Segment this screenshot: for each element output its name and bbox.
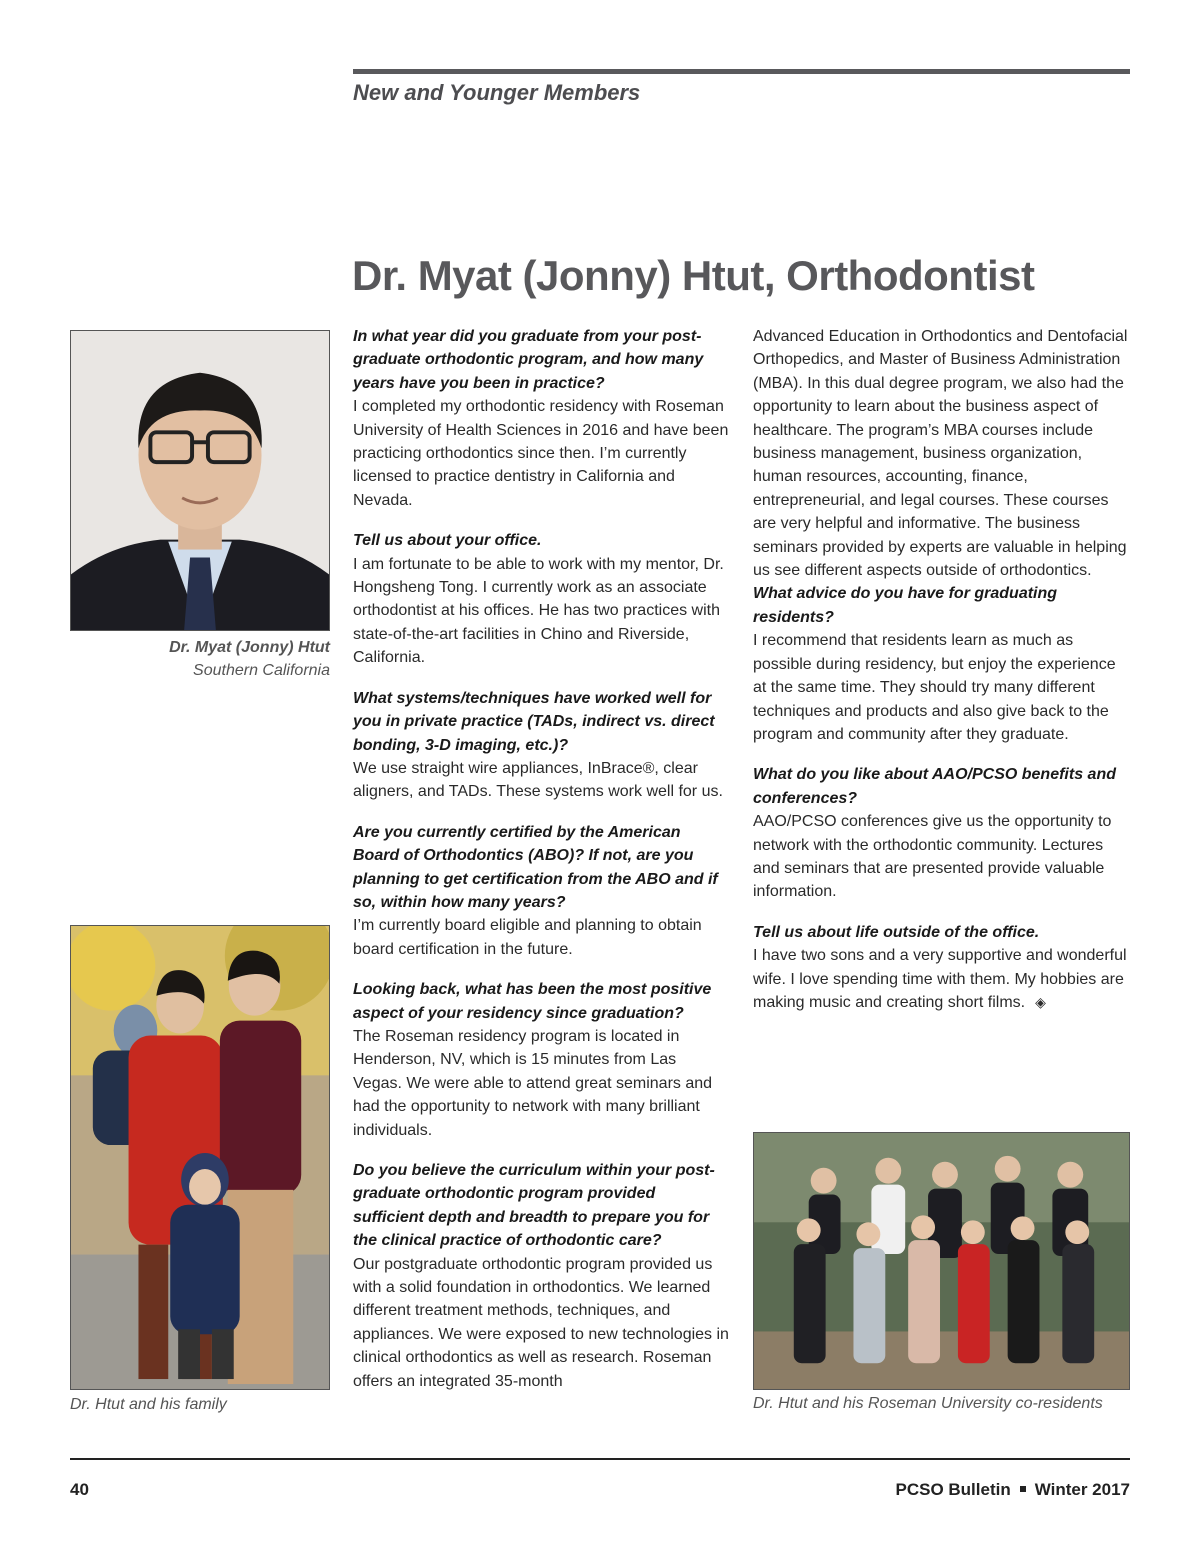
interview-answer — [353, 1253, 729, 1393]
article-column-left — [353, 325, 729, 1410]
qa-item — [353, 821, 729, 961]
interview-question: Are you currently certified by the American Board of Orthodontics (ABO)? If not, are you planning to get certification from the ABO and if so, within how many years? — [353, 823, 718, 911]
qa-item — [353, 978, 729, 1142]
page-number: 40 — [70, 1480, 89, 1499]
qa-item — [753, 921, 1129, 1015]
interview-question: What do you like about AAO/PCSO benefits and conferences? — [753, 766, 1116, 807]
qa-item — [753, 763, 1129, 903]
group-photo-caption: Dr. Htut and his Roseman University co-residents — [753, 1395, 1103, 1412]
family-photo-caption: Dr. Htut and his family — [70, 1396, 227, 1413]
interview-answer-text: AAO/PCSO conferences give us the opportunity to network with the orthodontic community. Lectures and seminars that are presented provide valuable information. — [753, 813, 1112, 901]
interview-question: Do you believe the curriculum within your post-graduate orthodontic program provided sufficient depth and breadth to prepare you for the clinical practice of orthodontic care? — [353, 1162, 715, 1250]
interview-question: What advice do you have for graduating residents? — [753, 585, 1058, 626]
interview-answer — [753, 944, 1129, 1014]
qa-item — [753, 582, 1129, 746]
continued-paragraph: Advanced Education in Orthodontics and Dentofacial Orthopedics, and Master of Business Administration (MBA). In this dual degree program, we also had the opportunity to learn about the business aspect of healthcare. The program’s MBA courses include business management, business organization, human resources, accounting, finance, entrepreneurial, and legal courses. These courses are very helpful and informative. The business seminars provided by experts are valuable in helping us see different aspects outside of orthodontics. — [753, 328, 1128, 580]
article-title: Dr. Myat (Jonny) Htut, Orthodontist — [352, 252, 1035, 299]
interview-answer-text: I completed my orthodontic residency with Roseman University of Health Sciences in 2016 and have been practicing orthodontics since then. I’m currently licensed to practice dentistry in California and Nevada. — [353, 398, 729, 509]
publication-name: PCSO Bulletin — [895, 1480, 1011, 1499]
interview-answer-text: I am fortunate to be able to work with my mentor, Dr. Hongsheng Tong. I currently work as an associate orthodontist at his offices. He has two practices with state-of-the-art facilities in Chino and Riverside, California. — [353, 555, 724, 667]
group-photo — [753, 1132, 1130, 1390]
interview-answer — [353, 757, 729, 804]
interview-answer — [353, 914, 729, 961]
portrait-caption-location: Southern California — [193, 662, 330, 679]
portrait-caption-name: Dr. Myat (Jonny) Htut — [169, 639, 330, 656]
interview-answer — [753, 629, 1129, 746]
interview-answer-text: We use straight wire appliances, InBrace®, clear aligners, and TADs. These systems work well for us. — [353, 759, 723, 801]
article-column-right — [753, 325, 1129, 1031]
interview-answer — [753, 810, 1129, 904]
portrait-caption — [70, 636, 330, 682]
portrait-photo — [70, 330, 330, 631]
interview-answer — [353, 553, 729, 670]
qa-item — [353, 325, 729, 512]
issue-date: Winter 2017 — [1034, 1480, 1130, 1499]
qa-item — [353, 1159, 729, 1393]
interview-question: Tell us about life outside of the office. — [753, 923, 1040, 941]
family-photo — [70, 925, 330, 1390]
interview-answer-text: Our postgraduate orthodontic program provided us with a solid foundation in orthodontics. We learned different treatment methods, techniques, and appliances. We were exposed to new technologies in clinical orthodontics as well as research. Roseman offers an integrated 35-month — [353, 1255, 729, 1390]
interview-answer — [353, 1025, 729, 1142]
header-rule — [353, 69, 1130, 74]
footer-publication — [895, 1480, 1130, 1500]
right-qa-list — [753, 582, 1129, 1014]
interview-question: Looking back, what has been the most positive aspect of your residency since graduation? — [353, 981, 712, 1022]
interview-question: Tell us about your office. — [353, 532, 542, 550]
footer-rule — [70, 1458, 1130, 1460]
interview-answer — [353, 395, 729, 512]
section-label: New and Younger Members — [353, 80, 641, 105]
footer-separator — [1020, 1486, 1026, 1492]
qa-item — [353, 529, 729, 669]
interview-question: In what year did you graduate from your post-graduate orthodontic program, and how many years have you been in practice? — [353, 328, 704, 392]
qa-item — [353, 687, 729, 804]
interview-answer-text: I have two sons and a very supportive and wonderful wife. I love spending time with them. My hobbies are making music and creating short films. — [753, 947, 1127, 1011]
interview-answer-text: I recommend that residents learn as much as possible during residency, but enjoy the experience at the same time. They should try many different techniques and products and also give back to the program and community after they graduate. — [753, 632, 1116, 743]
interview-answer-text: The Roseman residency program is located in Henderson, NV, which is 15 minutes from Las Vegas. We were able to attend great seminars and had the opportunity to network with many brilliant individuals. — [353, 1027, 713, 1139]
interview-answer-text: I’m currently board eligible and planning to obtain board certification in the future. — [353, 917, 702, 958]
end-of-article-icon: ◈ — [1035, 993, 1046, 1010]
interview-question: What systems/techniques have worked well for you in private practice (TADs, indirect vs. direct bonding, 3-D imaging, etc.)? — [353, 689, 715, 754]
